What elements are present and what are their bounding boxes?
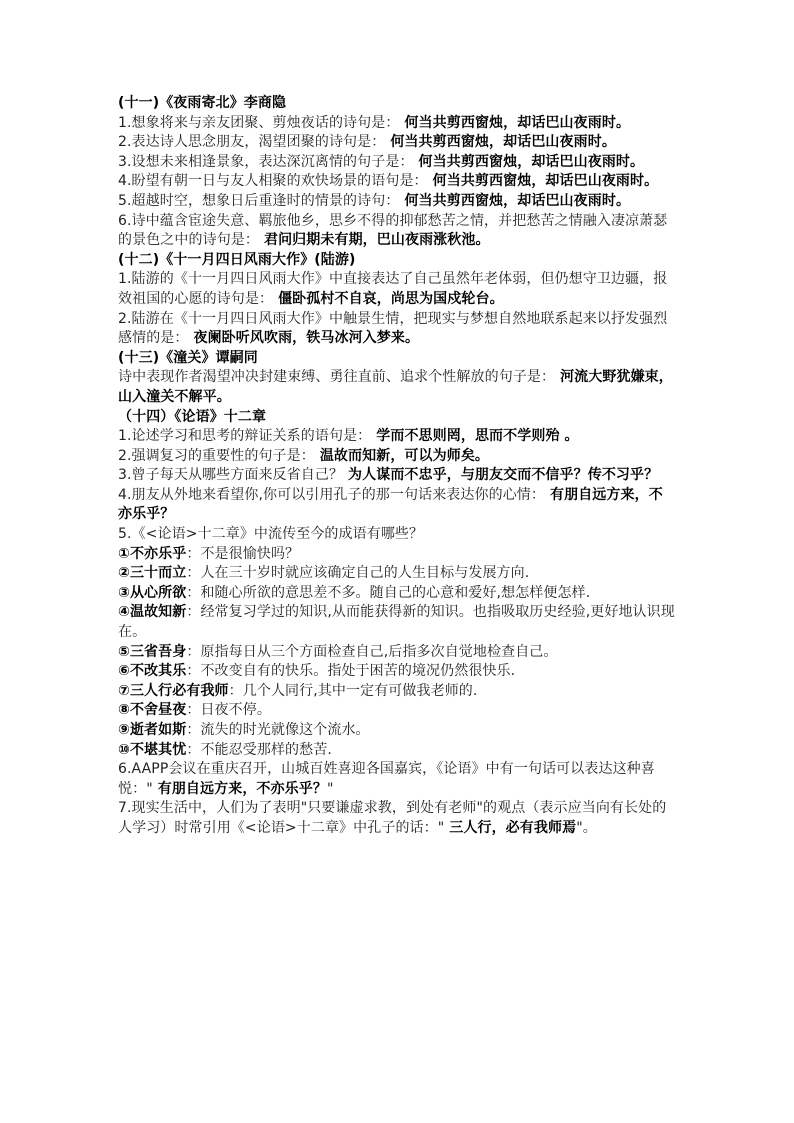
list-item: 3.曾子每天从哪些方面来反省自己？ 为人谋而不忠乎，与朋友交而不信乎？传不习乎？ — [118, 467, 659, 484]
section-heading-14: （十四）《论语》十二章 — [118, 408, 267, 425]
list-item: 1.陆游的《十一月四日风雨大作》中直接表达了自己虽然年老体弱，但仍想守卫边疆，报效祖国的心愿的诗句是： 僵卧孤村不自哀，尚思为国戍轮台。 — [118, 271, 668, 307]
list-item: 2.表达诗人思念朋友，渴望团聚的诗句是： 何当共剪西窗烛，却话巴山夜雨时。 — [118, 134, 616, 151]
idiom-item: ⑤三省吾身：原指每日从三个方面检查自己,后指多次自觉地检查自己。 — [118, 643, 558, 660]
list-item: 5.《<论语>十二章》中流传至今的成语有哪些？ — [118, 526, 424, 543]
idiom-item: ⑥不改其乐：不改变自有的快乐。指处于困苦的境况仍然很快乐. — [118, 663, 516, 680]
list-item: 5.超越时空，想象日后重逢时的情景的诗句： 何当共剪西窗烛，却话巴山夜雨时。 — [118, 192, 631, 209]
list-item: 诗中表现作者渴望冲决封建束缚、勇往直前、追求个性解放的句子是： 河流大野犹嫌束，山入潼关不解平。 — [118, 369, 673, 405]
section-heading-11: (十一)《夜雨寄北》李商隐 — [118, 95, 287, 111]
idiom-item: ⑩不堪其忧：不能忍受那样的愁苦. — [118, 741, 332, 758]
list-item: 4.盼望有朝一日与友人相聚的欢快场景的语句是： 何当共剪西窗烛，却话巴山夜雨时。 — [118, 173, 659, 190]
list-item: 1.想象将来与亲友团聚、剪烛夜话的诗句是： 何当共剪西窗烛，却话巴山夜雨时。 — [118, 114, 631, 131]
list-item: 7.现实生活中，人们为了表明"只要谦虚求教，到处有老师"的观点（表示应当向有长处的人学习）时常引用《<论语>十二章》中孔子的话：" 三人行，必有我师焉"。 — [118, 800, 667, 836]
list-item: 1.论述学习和思考的辩证关系的语句是： 学而不思则罔，思而不学则殆 。 — [118, 428, 579, 445]
list-item: 4.朋友从外地来看望你,你可以引用孔子的那一句话来表达你的心情： 有朋自远方来，不亦乐乎？ — [118, 486, 663, 523]
idiom-item: ③从心所欲：和随心所欲的意思差不多。随自己的心意和爱好,想怎样便怎样. — [118, 584, 591, 601]
section-heading-12: (十二)《十一月四日风雨大作》(陆游) — [118, 251, 356, 268]
idiom-item: ④温故知新：经常复习学过的知识,从而能获得新的知识。也指吸取历史经验,更好地认识现在。 — [118, 604, 675, 641]
idiom-item: ⑨逝者如斯：流失的时光就像这个流水。 — [118, 722, 370, 738]
list-item: 3.设想未来相逢景象，表达深沉离情的句子是： 何当共剪西窗烛，却话巴山夜雨时。 — [118, 153, 645, 170]
idiom-item: ⑦三人行必有我师：几个人同行,其中一定有可做我老师的. — [118, 682, 478, 699]
list-item: 2.强调复习的重要性的句子是： 温故而知新，可以为师矣。 — [118, 447, 490, 464]
idiom-item: ②三十而立：人在三十岁时就应该确定自己的人生目标与发展方向. — [118, 565, 530, 582]
list-item: 6.AAPP会议在重庆召开，山城百姓喜迎各国嘉宾，《论语》中有一句话可以表达这种喜悦：" 有朋自远方来，不亦乐乎？" — [118, 761, 655, 797]
idiom-item: ①不亦乐乎：不是很愉快吗？ — [118, 545, 300, 562]
list-item: 2.陆游在《十一月四日风雨大作》中触景生情，把现实与梦想自然地联系起来以抒发强烈感情的是： 夜阑卧听风吹雨，铁马冰河入梦来。 — [118, 310, 668, 347]
list-item: 6.诗中蕴含宦途失意、羁旅他乡，思乡不得的抑郁愁苦之情，并把愁苦之情融入凄凉萧瑟的景色之中的诗句是： 君问归期未有期，巴山夜雨涨秋池。 — [118, 212, 668, 249]
idiom-item: ⑧不舍昼夜：日夜不停。 — [118, 702, 271, 719]
document-page — [118, 94, 676, 839]
section-heading-13: (十三)《潼关》谭嗣同 — [118, 349, 258, 366]
